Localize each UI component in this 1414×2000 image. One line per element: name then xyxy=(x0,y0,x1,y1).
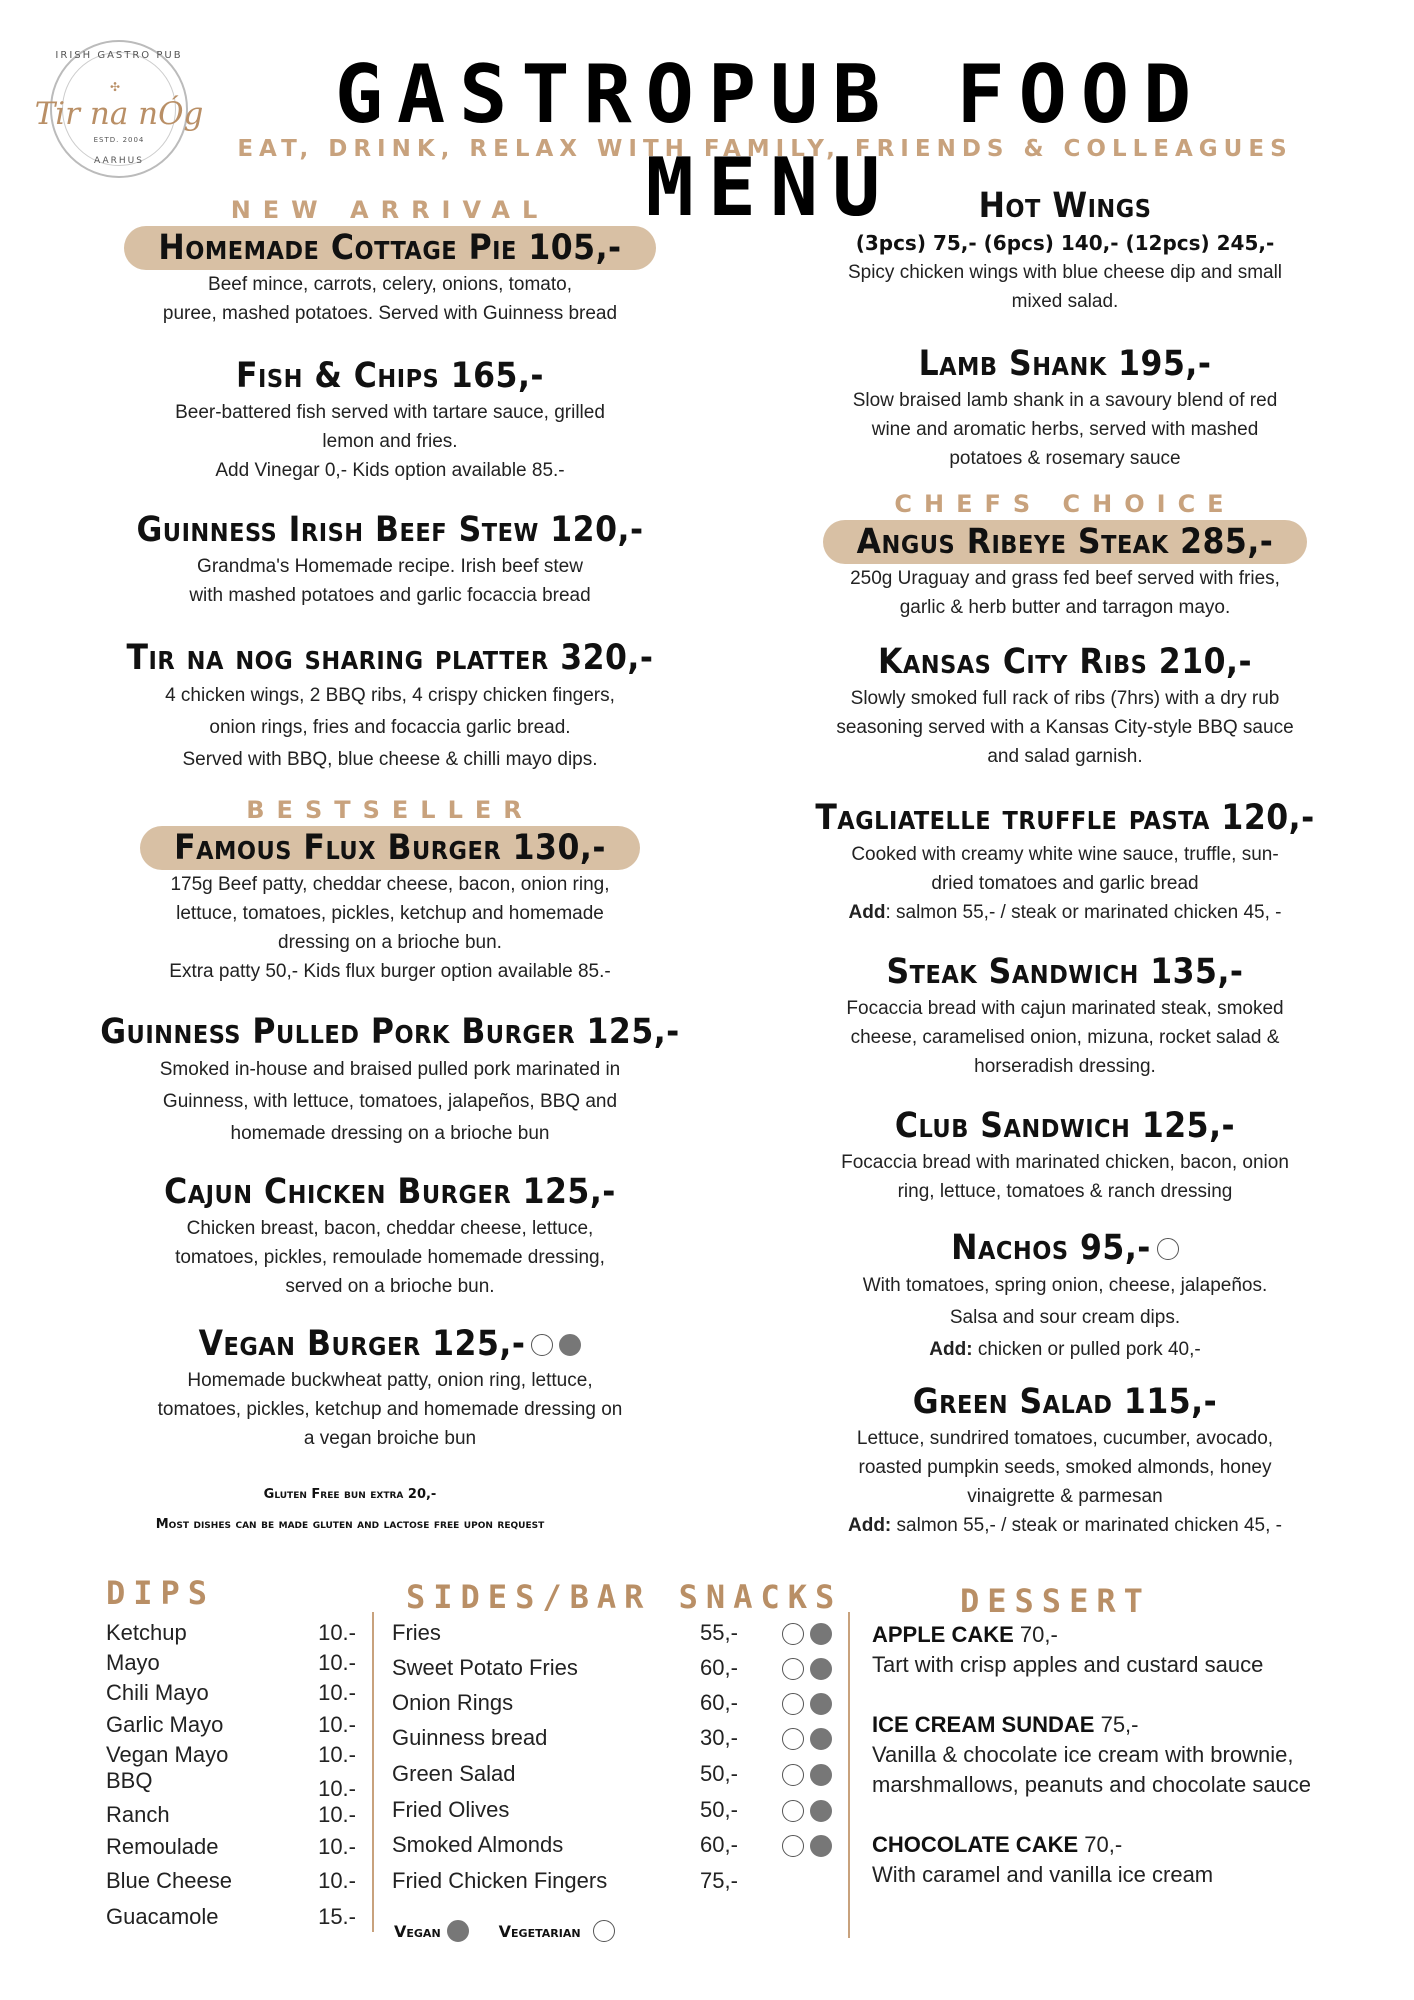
side-price: 60,- xyxy=(700,1832,738,1857)
gluten-lactose-note: Most dishes can be made gluten and lactose free upon request xyxy=(155,1517,545,1532)
item-desc xyxy=(770,1148,1360,1206)
desc-line: With tomatoes, spring onion, cheese, jalapeños. xyxy=(862,1275,1268,1296)
side-price: 55,- xyxy=(700,1620,738,1645)
dessert-price: 70,- xyxy=(1078,1832,1123,1857)
diet-marks xyxy=(768,1868,832,1903)
side-name: Fries xyxy=(392,1620,441,1645)
side-row xyxy=(392,1797,832,1832)
logo-arc-top: IRISH GASTRO PUB xyxy=(55,50,183,61)
item-desc xyxy=(100,870,680,986)
dip-name: Ketchup xyxy=(106,1620,187,1645)
menu-item-vegan-burger xyxy=(100,1322,680,1453)
diet-marks xyxy=(768,1620,832,1655)
dip-name: Mayo xyxy=(106,1650,160,1675)
desc-line: 250g Uraguay and grass fed beef served with fries, xyxy=(850,568,1280,589)
item-name: Kansas City Ribs 210,- xyxy=(877,642,1253,682)
dip-name: Chili Mayo xyxy=(106,1680,209,1705)
desc-add-line xyxy=(770,1511,1360,1540)
desc-line: Spicy chicken wings with blue cheese dip and small xyxy=(847,262,1283,283)
sides-list xyxy=(392,1620,832,1903)
vegetarian-icon xyxy=(1157,1238,1179,1260)
item-desc xyxy=(770,840,1360,927)
vegetarian-icon xyxy=(782,1623,804,1645)
tag-chefs-choice: CHEFS CHOICE xyxy=(894,490,1236,518)
side-name: Fried Chicken Fingers xyxy=(392,1868,608,1893)
dessert-title: DESSERT xyxy=(960,1582,1151,1620)
item-name: Fish & Chips 165,- xyxy=(236,356,544,396)
item-name: Cajun Chicken Burger 125,- xyxy=(164,1172,616,1212)
desc-line: Slowly smoked full rack of ribs (7hrs) with a dry rub xyxy=(850,688,1280,709)
item-name: Guinness Irish Beef Stew 120,- xyxy=(136,510,644,550)
side-price: 50,- xyxy=(700,1797,738,1822)
dessert-item xyxy=(872,1710,1352,1800)
dessert-price: 75,- xyxy=(1094,1712,1139,1737)
dip-name: Vegan Mayo xyxy=(106,1742,229,1767)
item-name: Guinness Pulled Pork Burger 125,- xyxy=(100,1012,680,1052)
vegan-icon xyxy=(810,1800,832,1822)
diet-marks xyxy=(768,1761,832,1797)
add-text: : salmon 55,- / steak or marinated chicken 45, - xyxy=(885,902,1282,923)
legend-vegetarian-label: Vegetarian xyxy=(498,1921,581,1941)
menu-item-hot-wings xyxy=(770,184,1360,316)
side-row xyxy=(392,1620,832,1655)
side-name: Guinness bread xyxy=(392,1725,548,1750)
side-price: 60,- xyxy=(700,1655,738,1680)
dip-name: BBQ xyxy=(106,1768,153,1793)
dessert-heading xyxy=(872,1620,1352,1650)
side-price: 60,- xyxy=(700,1690,738,1715)
dip-row xyxy=(106,1712,356,1742)
item-name-text: Vegan Burger 125,- xyxy=(198,1324,526,1364)
vegan-icon xyxy=(810,1764,832,1786)
item-name xyxy=(100,1322,680,1366)
item-desc xyxy=(100,1054,680,1150)
side-row xyxy=(392,1655,832,1690)
dessert-name: APPLE CAKE xyxy=(872,1622,1014,1647)
divider-right xyxy=(848,1612,850,1938)
legend-vegan-label: Vegan xyxy=(394,1921,441,1941)
desc-line: cheese, caramelised onion, mizuna, rocket salad & xyxy=(850,1027,1280,1048)
dip-name: Remoulade xyxy=(106,1834,219,1859)
desc-line: Cooked with creamy white wine sauce, truffle, sun- xyxy=(851,844,1279,865)
dip-price: 15.- xyxy=(318,1904,356,1929)
item-name: Lamb Shank 195,- xyxy=(918,344,1212,384)
menu-item-nachos xyxy=(770,1226,1360,1366)
pill-highlight: Angus Ribeye Steak 285,- xyxy=(823,520,1308,564)
item-name xyxy=(100,226,680,270)
vegan-icon xyxy=(559,1334,581,1356)
dip-row xyxy=(106,1650,356,1680)
add-label: Add xyxy=(848,902,886,923)
side-price: 30,- xyxy=(700,1725,738,1750)
vegan-icon xyxy=(810,1835,832,1857)
dip-price: 10.- xyxy=(318,1742,356,1767)
desc-line: onion rings, fries and focaccia garlic bread. xyxy=(209,717,571,738)
desc-line: ring, lettuce, tomatoes & ranch dressing xyxy=(897,1181,1233,1202)
desc-line: Grandma's Homemade recipe. Irish beef stew xyxy=(197,556,583,577)
diet-marks xyxy=(768,1797,832,1832)
vegan-icon xyxy=(810,1623,832,1645)
item-desc xyxy=(100,1214,680,1301)
item-price-options: (3pcs) 75,- (6pcs) 140,- (12pcs) 245,- xyxy=(855,231,1275,255)
desc-line: Homemade buckwheat patty, onion ring, lettuce, xyxy=(187,1370,593,1391)
vegan-icon xyxy=(810,1728,832,1750)
desc-line: lettuce, tomatoes, pickles, ketchup and homemade xyxy=(176,903,604,924)
desc-line: Slow braised lamb shank in a savoury blend of red xyxy=(852,390,1278,411)
desc-line: 175g Beef patty, cheddar cheese, bacon, onion ring, xyxy=(170,874,610,895)
dip-row xyxy=(106,1742,356,1768)
dessert-heading xyxy=(872,1710,1352,1740)
menu-item-green-salad xyxy=(770,1380,1360,1540)
dip-row xyxy=(106,1868,356,1904)
item-name xyxy=(100,826,680,870)
item-name: Hot Wings xyxy=(978,186,1152,226)
item-desc xyxy=(770,1270,1360,1366)
dip-row xyxy=(106,1834,356,1868)
side-name: Sweet Potato Fries xyxy=(392,1655,578,1680)
desc-line: Focaccia bread with cajun marinated steak, smoked xyxy=(846,998,1284,1019)
gluten-free-note: Gluten Free bun extra 20,- xyxy=(263,1487,437,1502)
menu-item-flux-burger xyxy=(100,796,680,986)
dessert-heading xyxy=(872,1830,1352,1860)
diet-legend xyxy=(394,1920,615,1942)
vegetarian-icon xyxy=(782,1764,804,1786)
menu-item-beef-stew xyxy=(100,508,680,610)
menu-item-cajun-chicken-burger xyxy=(100,1170,680,1301)
desc-line: vinaigrette & parmesan xyxy=(967,1486,1163,1507)
side-name: Fried Olives xyxy=(392,1797,510,1822)
side-row xyxy=(392,1725,832,1761)
side-row xyxy=(392,1868,832,1903)
side-name: Onion Rings xyxy=(392,1690,514,1715)
desc-line: lemon and fries. xyxy=(322,431,458,452)
diet-marks xyxy=(768,1690,832,1725)
dip-row xyxy=(106,1802,356,1834)
dip-row xyxy=(106,1620,356,1650)
dips-title: DIPS xyxy=(106,1574,216,1612)
item-desc xyxy=(770,564,1360,622)
desc-line: 4 chicken wings, 2 BBQ ribs, 4 crispy chicken fingers, xyxy=(165,685,615,706)
dip-price: 10.- xyxy=(318,1620,356,1645)
desc-line: Add Vinegar 0,- Kids option available 85.- xyxy=(215,460,565,481)
item-name: Club Sandwich 125,- xyxy=(894,1106,1236,1146)
menu-item-ribeye-steak xyxy=(770,490,1360,622)
desc-line: Beef mince, carrots, celery, onions, tomato, xyxy=(208,274,572,295)
diet-marks xyxy=(768,1655,832,1690)
menu-item-truffle-pasta xyxy=(770,796,1360,927)
dip-row xyxy=(106,1680,356,1712)
side-name: Smoked Almonds xyxy=(392,1832,564,1857)
side-price: 50,- xyxy=(700,1761,738,1786)
item-desc xyxy=(770,1424,1360,1540)
desc-line: and salad garnish. xyxy=(987,746,1143,767)
desc-line: roasted pumpkin seeds, smoked almonds, honey xyxy=(858,1457,1272,1478)
dip-price: 10.- xyxy=(318,1834,356,1859)
item-name: Tagliatelle truffle pasta 120,- xyxy=(815,798,1315,838)
desc-line: puree, mashed potatoes. Served with Guinness bread xyxy=(162,303,618,324)
desc-line: tomatoes, pickles, ketchup and homemade dressing on xyxy=(157,1399,623,1420)
menu-item-club-sandwich xyxy=(770,1104,1360,1206)
side-row xyxy=(392,1832,832,1868)
vegetarian-icon xyxy=(782,1693,804,1715)
dessert-price: 70,- xyxy=(1013,1622,1058,1647)
dip-price: 10.- xyxy=(318,1802,356,1827)
dessert-item xyxy=(872,1830,1352,1890)
menu-title: GASTROPUB FOOD MENU xyxy=(334,48,1206,234)
item-desc xyxy=(100,270,680,328)
item-name-text: Nachos 95,- xyxy=(951,1228,1151,1268)
vegetarian-icon xyxy=(782,1835,804,1857)
menu-item-fish-chips xyxy=(100,354,680,485)
desc-line: with mashed potatoes and garlic focaccia bread xyxy=(189,585,591,606)
item-name: Green Salad 115,- xyxy=(912,1382,1218,1422)
desc-line: horseradish dressing. xyxy=(974,1056,1156,1077)
desc-line: Guinness, with lettuce, tomatoes, jalapeños, BBQ and xyxy=(162,1091,618,1112)
dip-row xyxy=(106,1768,356,1802)
side-name: Green Salad xyxy=(392,1761,516,1786)
dessert-desc: With caramel and vanilla ice cream xyxy=(872,1862,1214,1887)
desc-line: Served with BBQ, blue cheese & chilli mayo dips. xyxy=(182,749,598,770)
desc-line: Extra patty 50,- Kids flux burger option available 85.- xyxy=(169,961,611,982)
pill-highlight: Famous Flux Burger 130,- xyxy=(140,826,640,870)
pub-logo xyxy=(32,40,204,180)
menu-item-sharing-platter xyxy=(100,636,680,776)
desc-line: dressing on a brioche bun. xyxy=(278,932,502,953)
desc-line: dried tomatoes and garlic bread xyxy=(931,873,1199,894)
desc-line: Focaccia bread with marinated chicken, bacon, onion xyxy=(841,1152,1289,1173)
menu-item-cottage-pie xyxy=(100,196,680,328)
pill-highlight: Homemade Cottage Pie 105,- xyxy=(124,226,655,270)
vegetarian-icon xyxy=(782,1728,804,1750)
side-price: 75,- xyxy=(700,1868,738,1893)
add-text: chicken or pulled pork 40,- xyxy=(972,1339,1201,1360)
dessert-name: CHOCOLATE CAKE xyxy=(872,1832,1079,1857)
dip-price: 10.- xyxy=(318,1868,356,1893)
dips-list xyxy=(106,1620,356,1936)
desc-line: potatoes & rosemary sauce xyxy=(949,448,1181,469)
diet-marks xyxy=(768,1832,832,1868)
menu-item-kansas-ribs xyxy=(770,640,1360,771)
dip-price: 10.- xyxy=(318,1712,356,1737)
desc-line: a vegan broiche bun xyxy=(303,1428,477,1449)
item-desc xyxy=(100,680,680,776)
desc-line: served on a brioche bun. xyxy=(285,1276,495,1297)
vegetarian-icon xyxy=(782,1800,804,1822)
vegan-icon xyxy=(810,1693,832,1715)
logo-estd: ESTD. 2004 xyxy=(93,136,145,144)
vegetarian-icon xyxy=(593,1920,615,1942)
item-name xyxy=(770,1226,1360,1270)
dip-name: Guacamole xyxy=(106,1904,219,1929)
dessert-item xyxy=(872,1620,1352,1680)
menu-item-pulled-pork-burger xyxy=(100,1010,680,1150)
clover-icon: ✣ xyxy=(110,80,121,94)
vegetarian-icon xyxy=(782,1658,804,1680)
add-text: salmon 55,- / steak or marinated chicken 45, - xyxy=(891,1515,1282,1536)
desc-line: wine and aromatic herbs, served with mashed xyxy=(871,419,1259,440)
desc-add-line xyxy=(770,898,1360,927)
divider-left xyxy=(372,1612,374,1932)
desc-add-line xyxy=(770,1334,1360,1366)
dessert-desc: Vanilla & chocolate ice cream with brownie, marshmallows, peanuts and chocolate sauce xyxy=(872,1742,1312,1797)
sides-title: SIDES/BAR SNACKS xyxy=(406,1578,843,1616)
dip-name: Ranch xyxy=(106,1802,170,1827)
dip-price: 10.- xyxy=(318,1650,356,1675)
item-name xyxy=(770,520,1360,564)
menu-subtitle: EAT, DRINK, RELAX WITH FAMILY, FRIENDS & COLLEAGUES xyxy=(237,136,1293,162)
side-row xyxy=(392,1761,832,1797)
add-label: Add: xyxy=(848,1515,892,1536)
item-desc xyxy=(770,386,1360,473)
desc-line: seasoning served with a Kansas City-style BBQ sauce xyxy=(836,717,1294,738)
desc-line: Lettuce, sundrired tomatoes, cucumber, avocado, xyxy=(856,1428,1274,1449)
item-desc xyxy=(770,684,1360,771)
desc-line: Chicken breast, bacon, cheddar cheese, lettuce, xyxy=(186,1218,594,1239)
item-desc xyxy=(100,398,680,485)
desc-line: tomatoes, pickles, remoulade homemade dressing, xyxy=(175,1247,605,1268)
desc-line: garlic & herb butter and tarragon mayo. xyxy=(899,597,1231,618)
desc-line: Beer-battered fish served with tartare sauce, grilled xyxy=(175,402,605,423)
vegan-icon xyxy=(447,1920,469,1942)
add-label: Add: xyxy=(929,1339,973,1360)
vegetarian-icon xyxy=(531,1334,553,1356)
item-name: Steak Sandwich 135,- xyxy=(886,952,1244,992)
desc-line: Salsa and sour cream dips. xyxy=(949,1307,1181,1328)
item-name: Tir na nog sharing platter 320,- xyxy=(126,638,654,678)
side-row xyxy=(392,1690,832,1725)
dip-name: Blue Cheese xyxy=(106,1868,232,1893)
vegan-icon xyxy=(810,1658,832,1680)
dip-price: 10.- xyxy=(318,1776,356,1801)
dessert-desc: Tart with crisp apples and custard sauce xyxy=(872,1652,1264,1677)
item-desc xyxy=(770,994,1360,1081)
dessert-list xyxy=(872,1620,1352,1920)
dip-name: Garlic Mayo xyxy=(106,1712,224,1737)
desc-line: Smoked in-house and braised pulled pork marinated in xyxy=(159,1059,621,1080)
tag-bestseller: BESTSELLER xyxy=(246,796,534,824)
menu-item-steak-sandwich xyxy=(770,950,1360,1081)
item-desc xyxy=(100,552,680,610)
dessert-name: ICE CREAM SUNDAE xyxy=(872,1712,1095,1737)
logo-brand: Tir na nÓg xyxy=(34,96,204,132)
menu-item-lamb-shank xyxy=(770,342,1360,473)
desc-line: mixed salad. xyxy=(1011,291,1119,312)
logo-arc-bottom: AARHUS xyxy=(94,156,144,166)
desc-line: homemade dressing on a brioche bun xyxy=(230,1123,550,1144)
item-desc xyxy=(100,1366,680,1453)
diet-marks xyxy=(768,1725,832,1761)
dip-row xyxy=(106,1904,356,1936)
dip-price: 10.- xyxy=(318,1680,356,1705)
item-desc xyxy=(770,258,1360,316)
tag-new-arrival: NEW ARRIVAL xyxy=(230,196,550,224)
